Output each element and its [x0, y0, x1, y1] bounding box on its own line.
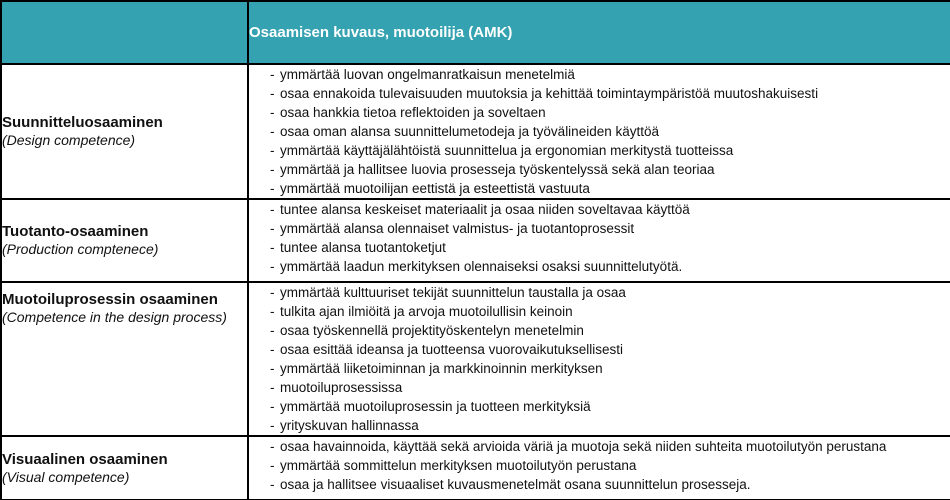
bullet-line: [249, 456, 950, 475]
bullet-text: ymmärtää luovan ongelmanratkaisun menetelmiä: [280, 67, 575, 82]
competence-title: Visuaalinen osaaminen: [2, 450, 168, 468]
table-header-row: [1, 1, 950, 64]
bullet-text: yrityskuvan hallinnassa: [280, 418, 419, 433]
bullet-dash: -: [270, 477, 275, 492]
bullet-text: osaa esittää ideansa ja tuotteensa vuorovaikutuksellisesti: [280, 342, 623, 357]
bullet-text: tuntee alansa keskeiset materiaalit ja osaa niiden soveltavaa käyttöä: [280, 202, 690, 217]
bullet-dash: -: [270, 439, 275, 454]
bullet-line: [249, 359, 950, 378]
bullet-line: [249, 219, 950, 238]
bullet-dash: -: [270, 418, 275, 433]
bullet-line: [249, 84, 950, 103]
competence-subtitle: (Competence in the design process): [2, 309, 227, 325]
bullet-text: ymmärtää alansa olennaiset valmistus- ja tuotantoprosessit: [280, 221, 635, 236]
bullet-line: [249, 103, 950, 122]
bullet-line: [249, 257, 950, 276]
bullet-dash: -: [270, 399, 275, 414]
header-empty-cell: [1, 1, 248, 64]
bullet-line: [249, 475, 950, 494]
competence-title: Muotoiluprosessin osaaminen: [2, 291, 218, 308]
table-body: [1, 64, 950, 500]
competence-cell: [1, 282, 248, 436]
competence-subtitle: (Visual competence): [2, 468, 130, 485]
competence-subtitle: (Production comptenece): [2, 241, 159, 257]
bullet-dash: -: [270, 105, 275, 120]
table-row: [1, 199, 950, 282]
table-row: [1, 282, 950, 436]
bullet-dash: -: [270, 221, 275, 236]
competence-title: Suunnitteluosaaminen: [2, 114, 163, 131]
bullet-text: ymmärtää ja hallitsee luovia prosesseja työskentelyssä sekä alan teoriaa: [280, 162, 715, 177]
bullet-dash: -: [270, 323, 275, 338]
bullet-dash: -: [270, 240, 275, 255]
table-row: [1, 64, 950, 199]
bullet-line: [249, 340, 950, 359]
bullet-dash: -: [270, 86, 275, 101]
bullet-dash: -: [270, 162, 275, 177]
bullet-text: osaa ennakoida tulevaisuuden muutoksia ja kehittää toimintaympäristöä muutoshakuisesti: [280, 86, 819, 101]
bullet-line: [249, 238, 950, 257]
description-cell: [248, 282, 950, 436]
bullet-text: osaa oman alansa suunnittelumetodeja ja työvälineiden käyttöä: [280, 124, 660, 139]
bullet-dash: -: [270, 380, 275, 395]
bullet-line: [249, 397, 950, 416]
bullet-text: ymmärtää kulttuuriset tekijät suunnittelun taustalla ja osaa: [280, 285, 626, 300]
bullet-line: [249, 283, 950, 302]
bullet-dash: -: [270, 67, 275, 82]
description-cell: [248, 64, 950, 199]
bullet-text: ymmärtää sommittelun merkityksen muotoilutyön perustana: [280, 458, 637, 473]
bullet-line: [249, 302, 950, 321]
bullet-dash: -: [270, 342, 275, 357]
header-title: Osaamisen kuvaus, muotoilija (AMK): [248, 1, 950, 64]
bullet-text: ymmärtää muotoiluprosessin ja tuotteen merkityksiä: [280, 399, 591, 414]
bullet-dash: -: [270, 285, 275, 300]
bullet-text: ymmärtää laadun merkityksen olennaiseksi osaksi suunnittelutyötä.: [280, 259, 683, 274]
bullet-dash: -: [270, 181, 275, 196]
bullet-line: [249, 179, 950, 198]
bullet-line: [249, 141, 950, 160]
bullet-text: osaa hankkia tietoa reflektoiden ja soveltaen: [280, 105, 546, 120]
bullet-dash: -: [270, 458, 275, 473]
bullet-dash: -: [270, 259, 275, 274]
bullet-dash: -: [270, 202, 275, 217]
bullet-text: ymmärtää muotoilijan eettistä ja esteettistä vastuuta: [280, 181, 590, 196]
bullet-line: [249, 321, 950, 340]
bullet-text: tulkita ajan ilmiöitä ja arvoja muotoilullisin keinoin: [280, 304, 573, 319]
bullet-text: osaa työskennellä projektityöskentelyn menetelmin: [280, 323, 584, 338]
description-cell: [248, 436, 950, 500]
bullet-line: [249, 200, 950, 219]
table-row: [1, 436, 950, 500]
bullet-text: ymmärtää liiketoiminnan ja markkinoinnin merkityksen: [280, 361, 603, 376]
bullet-dash: -: [270, 124, 275, 139]
competence-cell: [1, 64, 248, 199]
competence-cell: [1, 199, 248, 282]
bullet-text: ymmärtää käyttäjälähtöistä suunnittelua ja ergonomian merkitystä tuotteissa: [280, 143, 734, 158]
bullet-line: [249, 378, 950, 397]
bullet-text: tuntee alansa tuotantoketjut: [280, 240, 446, 255]
bullet-text: osaa havainnoida, käyttää sekä arvioida väriä ja muotoja sekä niiden suhteita muotoilutyön perustana: [280, 439, 887, 454]
description-cell: [248, 199, 950, 282]
competence-cell: [1, 436, 248, 500]
competence-subtitle: (Design competence): [2, 132, 136, 148]
competence-title: Tuotanto-osaaminen: [2, 223, 149, 240]
bullet-line: [249, 122, 950, 141]
bullet-line: [249, 65, 950, 84]
bullet-line: [249, 160, 950, 179]
bullet-line: [249, 437, 950, 456]
bullet-dash: -: [270, 304, 275, 319]
bullet-text: osaa ja hallitsee visuaaliset kuvausmenetelmät osana suunnittelun prosesseja.: [280, 477, 751, 492]
bullet-dash: -: [270, 361, 275, 376]
bullet-line: [249, 416, 950, 435]
bullet-dash: -: [270, 143, 275, 158]
bullet-text: muotoiluprosessissa: [280, 380, 403, 395]
